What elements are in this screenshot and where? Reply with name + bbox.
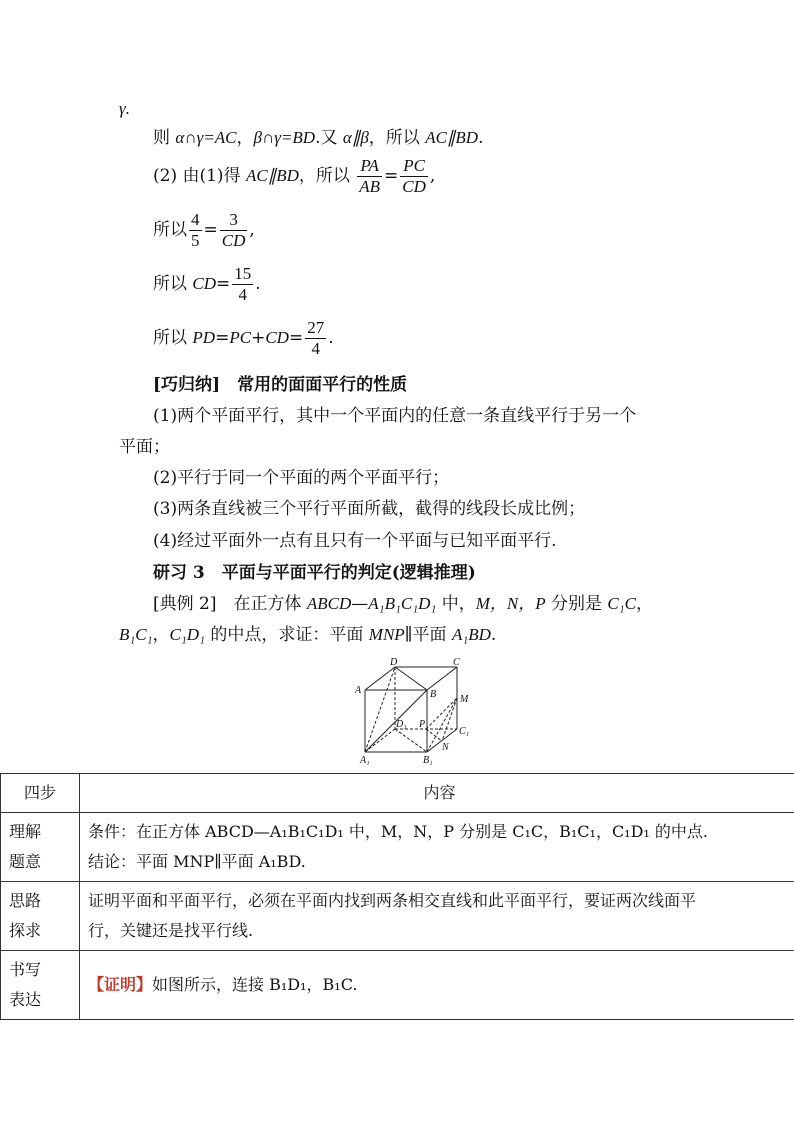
- summary-item-3: (3)两条直线被三个平行平面所截，截得的线段长成比例；: [153, 499, 586, 519]
- row-label-write: 书写 表达: [1, 951, 80, 1020]
- fraction-4-5: $\frac{4}{5}$: [191, 210, 200, 250]
- cube-figure: [352, 655, 477, 767]
- line-3: 所以 $\frac{4}{5}$ = $\frac{3}{CD}$ ,: [153, 210, 255, 250]
- proof-tag: 【证明】: [88, 975, 153, 994]
- summary-item-2: (2)平行于同一个平面的两个平面平行；: [153, 468, 450, 488]
- label-a: A: [355, 685, 362, 696]
- table-row: [1, 882, 794, 951]
- label-c: C: [453, 657, 460, 668]
- header-steps: 四步: [1, 774, 80, 813]
- table-row: [1, 813, 794, 882]
- line-5: 所以 PD=PC+CD= $\frac{27}{4}$ .: [153, 318, 334, 358]
- summary-item-4: (4)经过平面外一点有且只有一个平面与已知平面平行.: [153, 531, 557, 551]
- line-1: 则 α∩γ=AC，β∩γ=BD.又 α∥β，所以 AC∥BD.: [153, 128, 484, 148]
- section-title: 研习 3 平面与平面平行的判定(逻辑推理): [153, 563, 476, 583]
- label-a1: A₁: [360, 755, 370, 766]
- line-2: (2) 由(1)得 AC∥BD，所以 $\frac{PA}{AB}$ = $\frac{PC}{CD}$ ,: [153, 156, 436, 196]
- fraction-27-4: $\frac{27}{4}$: [307, 318, 325, 358]
- summary-title: [巧归纳] 常用的面面平行的性质: [153, 375, 408, 395]
- summary-item-1a: (1)两个平面平行，其中一个平面内的任意一条直线平行于另一个: [153, 406, 637, 426]
- example-line-1: [典例 2] 在正方体 ABCD—A₁B₁C₁D₁ 中，M，N，P 分别是 C₁C，: [153, 594, 654, 614]
- fraction-15-4: $\frac{15}{4}$: [234, 264, 252, 304]
- label-c1: C₁: [459, 726, 470, 737]
- label-b1: B₁: [423, 755, 433, 766]
- header-content: 内容: [80, 774, 794, 813]
- label-d1: D₁: [396, 719, 407, 730]
- table-row: [1, 951, 794, 1020]
- line-4: 所以 CD= $\frac{15}{4}$ .: [153, 264, 261, 304]
- label-b: B: [430, 689, 437, 700]
- row-content-write: 【证明】如图所示，连接 B₁D₁，B₁C.: [80, 951, 794, 1020]
- label-d: D: [390, 657, 398, 668]
- fraction-pa-ab: $\frac{PA}{AB}$: [359, 156, 381, 196]
- example-line-2: B₁C₁，C₁D₁ 的中点，求证：平面 MNP∥平面 A₁BD.: [119, 625, 497, 645]
- gamma-line: γ.: [119, 99, 130, 118]
- four-steps-table: [0, 773, 794, 1020]
- summary-item-1b: 平面；: [119, 437, 170, 457]
- row-label-understand: 理解 题意: [1, 813, 80, 882]
- label-m: M: [460, 694, 469, 705]
- row-label-explore: 思路 探求: [1, 882, 80, 951]
- row-content-understand: 条件：在正方体 ABCD—A₁B₁C₁D₁ 中，M，N，P 分别是 C₁C，B₁C₁，C₁D₁ 的中点. 结论：平面 MNP∥平面 A₁BD.: [80, 813, 794, 882]
- fraction-pc-cd: $\frac{PC}{CD}$: [402, 156, 426, 196]
- label-n: N: [442, 742, 449, 753]
- table-row: [1, 774, 794, 813]
- label-p: P: [419, 719, 426, 730]
- row-content-explore: 证明平面和平面平行，必须在平面内找到两条相交直线和此平面平行，要证两次线面平 行，关键还是找平行线.: [80, 882, 794, 951]
